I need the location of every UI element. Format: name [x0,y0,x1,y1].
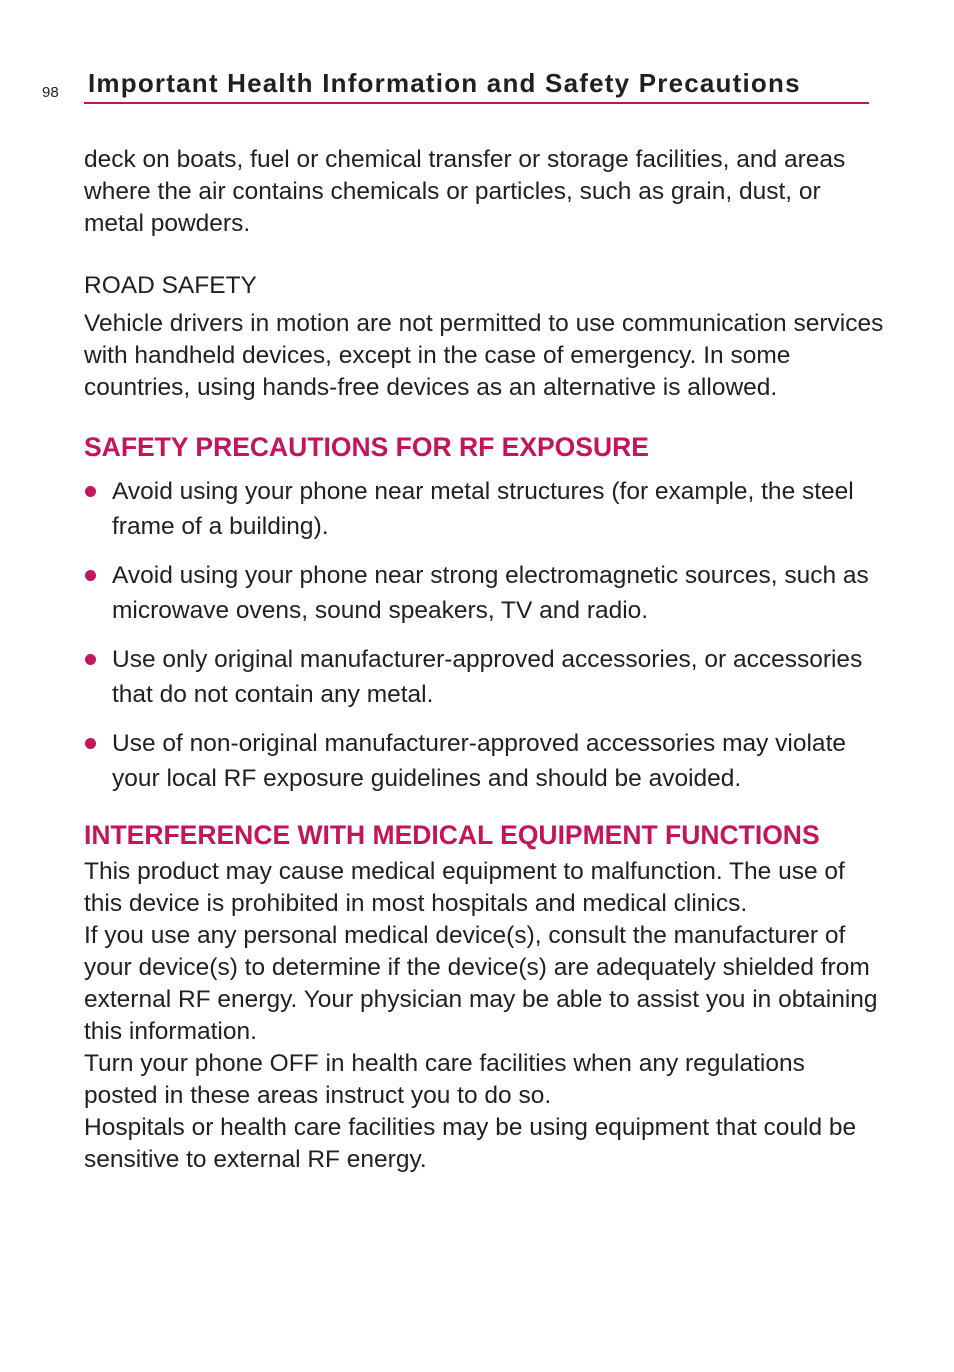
list-item [84,558,884,628]
list-item [84,474,884,544]
rf-exposure-heading: SAFETY PRECAUTIONS FOR RF EXPOSURE [84,432,649,462]
bullet-icon [85,738,96,749]
list-item [84,642,884,712]
list-item-text: Use of non-original manufacturer-approved accessories may violate your local RF exposure guidelines and should be avoided. [112,730,846,792]
page-number: 98 [42,84,59,101]
medical-paragraph: Hospitals or health care facilities may be using equipment that could be sensitive to external RF energy. [84,1114,857,1173]
list-item-text: Avoid using your phone near metal structures (for example, the steel frame of a building). [112,478,854,540]
road-safety-paragraph: Vehicle drivers in motion are not permitted to use communication services with handheld devices, except in the case of emergency. In some countries, using hands-free devices as an alternative is allowed. [84,310,884,401]
list-item-text: Avoid using your phone near strong electromagnetic sources, such as microwave ovens, sound speakers, TV and radio. [112,562,869,624]
medical-paragraph: If you use any personal medical device(s), consult the manufacturer of your device(s) to determine if the device(s) are adequately shielded from external RF energy. Your physician may be able to assist you in obtaining this information. [84,922,878,1045]
intro-paragraph: deck on boats, fuel or chemical transfer or storage facilities, and areas where the air contains chemicals or particles, such as grain, dust, or metal powders. [84,146,846,237]
page-header-title: Important Health Information and Safety Precautions [88,68,801,98]
bullet-icon [85,486,96,497]
header-divider [84,102,869,104]
bullet-icon [85,654,96,665]
rf-exposure-list [84,474,884,796]
page-content [84,144,884,1176]
medical-paragraph: This product may cause medical equipment to malfunction. The use of this device is prohibited in most hospitals and medical clinics. [84,858,845,917]
medical-paragraph: Turn your phone OFF in health care facilities when any regulations posted in these areas instruct you to do so. [84,1050,805,1109]
medical-equipment-text [84,856,884,1176]
list-item [84,726,884,796]
list-item-text: Use only original manufacturer-approved accessories, or accessories that do not contain any metal. [112,646,863,708]
medical-equipment-heading: INTERFERENCE WITH MEDICAL EQUIPMENT FUNCTIONS [84,820,820,850]
bullet-icon [85,570,96,581]
road-safety-heading: ROAD SAFETY [84,272,257,299]
